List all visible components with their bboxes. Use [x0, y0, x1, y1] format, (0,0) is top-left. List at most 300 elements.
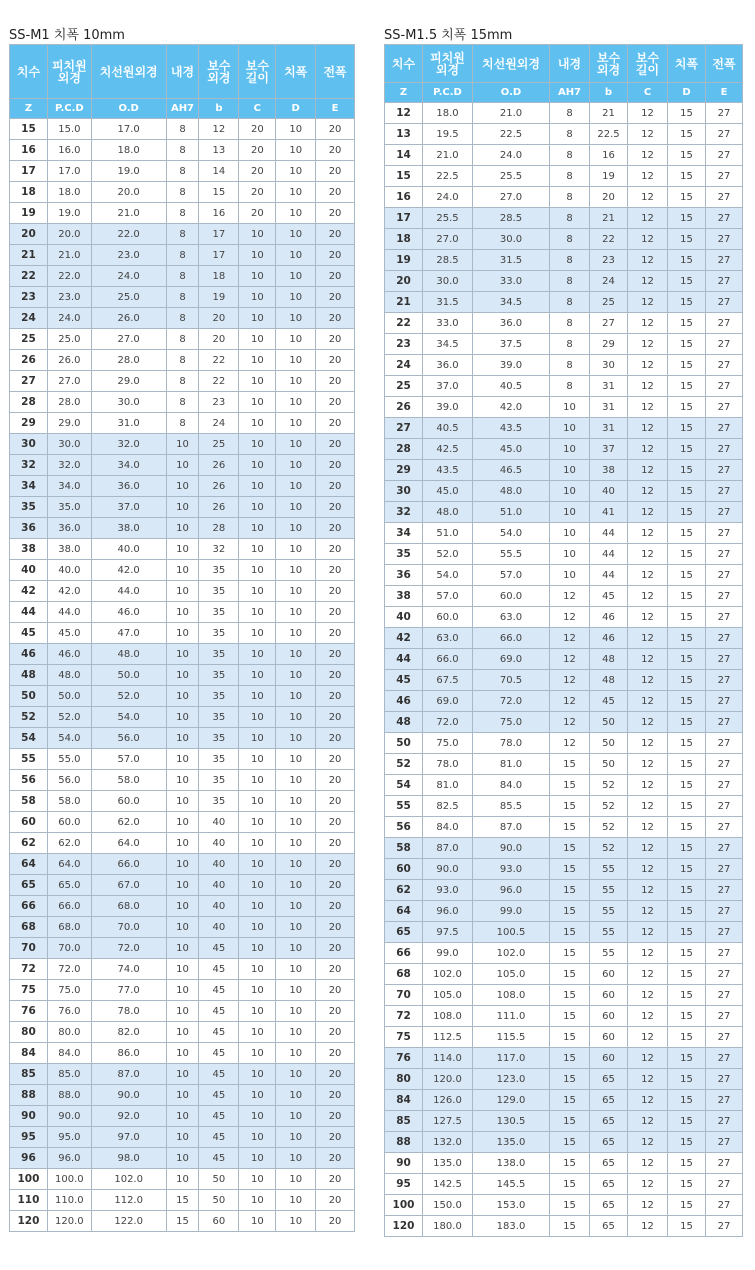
table-cell: 52 [590, 796, 628, 817]
table-cell: 14 [199, 161, 239, 182]
table-cell: 10 [276, 812, 316, 833]
table-cell: 10 [276, 602, 316, 623]
table-cell: 20 [199, 308, 239, 329]
table-cell: 10 [276, 833, 316, 854]
table-cell: 10 [276, 371, 316, 392]
table-cell: 10 [239, 917, 276, 938]
table-cell: 25.5 [423, 208, 473, 229]
spec-table-ss-m1-5 [384, 44, 743, 1237]
table-cell: 20.0 [91, 182, 166, 203]
table-cell: 183.0 [473, 1216, 550, 1237]
table-cell: 37.0 [91, 497, 166, 518]
table-cell: 32.0 [47, 455, 91, 476]
table-cell: 40.5 [473, 376, 550, 397]
table-cell: 10 [239, 392, 276, 413]
table-cell: 10 [166, 707, 199, 728]
table-cell: 10 [276, 770, 316, 791]
table-row [385, 985, 743, 1006]
table-cell: 20 [316, 728, 355, 749]
table-cell: 10 [239, 938, 276, 959]
table-cell: 12 [628, 313, 668, 334]
table-cell: 27 [706, 817, 743, 838]
table-cell: 27 [706, 754, 743, 775]
table-cell: 20 [316, 959, 355, 980]
table-row [385, 1216, 743, 1237]
table-row [10, 245, 355, 266]
table-body [385, 103, 743, 1237]
table-cell: 10 [239, 245, 276, 266]
table-cell: 10 [166, 812, 199, 833]
table-cell: 45.0 [473, 439, 550, 460]
table-cell: 20 [316, 1043, 355, 1064]
teeth-count-cell: 70 [385, 985, 423, 1006]
teeth-count-cell: 85 [10, 1064, 48, 1085]
table-cell: 55 [590, 922, 628, 943]
table-cell: 40 [199, 833, 239, 854]
table-cell: 20 [316, 161, 355, 182]
table-cell: 10 [276, 350, 316, 371]
table-cell: 15 [550, 817, 590, 838]
table-cell: 48.0 [91, 644, 166, 665]
table-cell: 10 [239, 959, 276, 980]
table-cell: 15 [668, 418, 706, 439]
table-cell: 84.0 [47, 1043, 91, 1064]
table-cell: 27 [706, 397, 743, 418]
table-cell: 20 [316, 119, 355, 140]
table-cell: 74.0 [91, 959, 166, 980]
teeth-count-cell: 17 [10, 161, 48, 182]
table-cell: 66.0 [47, 896, 91, 917]
table-cell: 130.5 [473, 1111, 550, 1132]
table-cell: 37.5 [473, 334, 550, 355]
table-cell: 82.5 [423, 796, 473, 817]
subheader-cell: Z [385, 83, 423, 103]
table-cell: 20 [316, 1001, 355, 1022]
table-cell: 10 [276, 875, 316, 896]
table-cell: 10 [276, 1127, 316, 1148]
table-cell: 15 [668, 880, 706, 901]
table-cell: 27 [706, 1216, 743, 1237]
table-cell: 15 [668, 1174, 706, 1195]
teeth-count-cell: 55 [10, 749, 48, 770]
table-cell: 12 [628, 187, 668, 208]
teeth-count-cell: 40 [10, 560, 48, 581]
table-cell: 12 [550, 670, 590, 691]
table-cell: 20.0 [47, 224, 91, 245]
table-cell: 60 [199, 1211, 239, 1232]
subheader-cell: AH7 [550, 83, 590, 103]
table-cell: 10 [276, 1085, 316, 1106]
table-cell: 15 [668, 1069, 706, 1090]
table-cell: 26.0 [91, 308, 166, 329]
teeth-count-cell: 45 [385, 670, 423, 691]
table-cell: 10 [276, 728, 316, 749]
table-cell: 12 [628, 229, 668, 250]
table-cell: 35 [199, 749, 239, 770]
table-cell: 20 [316, 476, 355, 497]
table-cell: 15 [550, 796, 590, 817]
table-cell: 15 [668, 628, 706, 649]
table-cell: 27 [706, 334, 743, 355]
table-cell: 20 [316, 392, 355, 413]
table-cell: 48.0 [473, 481, 550, 502]
table-cell: 34.0 [47, 476, 91, 497]
table-cell: 19.0 [47, 203, 91, 224]
table-cell: 10 [276, 1022, 316, 1043]
teeth-count-cell: 96 [10, 1148, 48, 1169]
table-cell: 20 [316, 518, 355, 539]
table-cell: 10 [166, 917, 199, 938]
table-row [385, 586, 743, 607]
table-cell: 20 [316, 539, 355, 560]
teeth-count-cell: 48 [10, 665, 48, 686]
table-cell: 52.0 [423, 544, 473, 565]
teeth-count-cell: 54 [10, 728, 48, 749]
table-cell: 12 [628, 502, 668, 523]
table-cell: 40.0 [91, 539, 166, 560]
table-cell: 20 [316, 791, 355, 812]
table-cell: 8 [166, 182, 199, 203]
teeth-count-cell: 38 [10, 539, 48, 560]
table-cell: 45 [199, 980, 239, 1001]
table-cell: 15 [668, 901, 706, 922]
table-cell: 20 [316, 833, 355, 854]
table-row [10, 119, 355, 140]
table-cell: 10 [239, 455, 276, 476]
table-cell: 69.0 [473, 649, 550, 670]
table-cell: 120.0 [47, 1211, 91, 1232]
table-cell: 10 [166, 1022, 199, 1043]
teeth-count-cell: 29 [10, 413, 48, 434]
table-cell: 58.0 [91, 770, 166, 791]
table-cell: 65 [590, 1132, 628, 1153]
table-cell: 25.5 [473, 166, 550, 187]
table-cell: 15 [668, 859, 706, 880]
teeth-count-cell: 15 [10, 119, 48, 140]
table-cell: 8 [166, 203, 199, 224]
teeth-count-cell: 76 [385, 1048, 423, 1069]
table-cell: 10 [239, 602, 276, 623]
teeth-count-cell: 60 [385, 859, 423, 880]
table-cell: 12 [628, 712, 668, 733]
teeth-count-cell: 65 [385, 922, 423, 943]
table-cell: 60.0 [91, 791, 166, 812]
teeth-count-cell: 25 [10, 329, 48, 350]
subheader-cell: P.C.D [423, 83, 473, 103]
table-cell: 62.0 [91, 812, 166, 833]
teeth-count-cell: 60 [10, 812, 48, 833]
table-cell: 10 [239, 770, 276, 791]
table-cell: 123.0 [473, 1069, 550, 1090]
table-cell: 20 [239, 161, 276, 182]
teeth-count-cell: 75 [385, 1027, 423, 1048]
table-cell: 17 [199, 224, 239, 245]
table-cell: 23.0 [47, 287, 91, 308]
teeth-count-cell: 42 [10, 581, 48, 602]
table-cell: 10 [276, 203, 316, 224]
table-cell: 68.0 [47, 917, 91, 938]
teeth-count-cell: 24 [385, 355, 423, 376]
table-cell: 8 [550, 229, 590, 250]
table-cell: 112.5 [423, 1027, 473, 1048]
table-cell: 65 [590, 1111, 628, 1132]
table-cell: 10 [276, 497, 316, 518]
table-cell: 10 [166, 791, 199, 812]
teeth-count-cell: 18 [385, 229, 423, 250]
table-cell: 15 [550, 754, 590, 775]
table-cell: 15 [550, 880, 590, 901]
teeth-count-cell: 58 [10, 791, 48, 812]
teeth-count-cell: 55 [385, 796, 423, 817]
table-cell: 35 [199, 728, 239, 749]
table-row [385, 460, 743, 481]
table-cell: 15 [668, 1195, 706, 1216]
teeth-count-cell: 35 [10, 497, 48, 518]
table-cell: 8 [550, 250, 590, 271]
header-cell: 전폭 [706, 45, 743, 83]
table-cell: 10 [550, 397, 590, 418]
table-cell: 10 [276, 1190, 316, 1211]
table-cell: 45 [199, 1001, 239, 1022]
table-cell: 12 [628, 817, 668, 838]
table-cell: 112.0 [91, 1190, 166, 1211]
table-cell: 36.0 [47, 518, 91, 539]
teeth-count-cell: 36 [10, 518, 48, 539]
table-cell: 8 [166, 308, 199, 329]
table-cell: 10 [166, 959, 199, 980]
teeth-count-cell: 32 [10, 455, 48, 476]
teeth-count-cell: 16 [385, 187, 423, 208]
table-cell: 10 [239, 224, 276, 245]
table-cell: 20 [316, 770, 355, 791]
table-cell: 8 [166, 371, 199, 392]
subheader-cell: C [239, 99, 276, 119]
table-cell: 8 [550, 376, 590, 397]
table-cell: 12 [628, 1174, 668, 1195]
table-cell: 27 [706, 775, 743, 796]
table-cell: 57.0 [423, 586, 473, 607]
table-cell: 28.5 [423, 250, 473, 271]
table-cell: 86.0 [91, 1043, 166, 1064]
table-cell: 27 [706, 208, 743, 229]
table-row [385, 796, 743, 817]
table-cell: 12 [628, 649, 668, 670]
table-row [385, 376, 743, 397]
table-cell: 57.0 [91, 749, 166, 770]
table-cell: 15 [668, 397, 706, 418]
teeth-count-cell: 52 [385, 754, 423, 775]
table-cell: 15 [668, 229, 706, 250]
table-cell: 100.0 [47, 1169, 91, 1190]
table-cell: 122.0 [91, 1211, 166, 1232]
table-cell: 10 [276, 665, 316, 686]
teeth-count-cell: 56 [10, 770, 48, 791]
table-cell: 40 [199, 875, 239, 896]
table-cell: 15 [550, 922, 590, 943]
table-cell: 48 [590, 649, 628, 670]
table-cell: 10 [166, 1127, 199, 1148]
table-cell: 10 [239, 476, 276, 497]
teeth-count-cell: 23 [385, 334, 423, 355]
table-cell: 10 [276, 182, 316, 203]
table-cell: 10 [239, 266, 276, 287]
table-cell: 27 [706, 607, 743, 628]
table-cell: 15 [668, 964, 706, 985]
table-row [10, 350, 355, 371]
table-cell: 12 [628, 1111, 668, 1132]
table-cell: 27 [706, 145, 743, 166]
header-cell: 치선원외경 [473, 45, 550, 83]
table-cell: 26 [199, 497, 239, 518]
table-cell: 20 [316, 224, 355, 245]
table-cell: 30.0 [473, 229, 550, 250]
table-cell: 31.0 [91, 413, 166, 434]
table-cell: 8 [550, 208, 590, 229]
table-cell: 12 [550, 649, 590, 670]
table-cell: 15 [550, 859, 590, 880]
table-cell: 45 [199, 938, 239, 959]
table-cell: 24.0 [423, 187, 473, 208]
table-cell: 85.0 [47, 1064, 91, 1085]
table-cell: 15 [166, 1211, 199, 1232]
table-cell: 50 [590, 712, 628, 733]
table-cell: 27 [706, 376, 743, 397]
table-cell: 10 [276, 245, 316, 266]
table-row [10, 1043, 355, 1064]
table-cell: 10 [276, 560, 316, 581]
teeth-count-cell: 18 [10, 182, 48, 203]
table-cell: 20 [316, 203, 355, 224]
table-cell: 8 [166, 161, 199, 182]
table-cell: 27 [706, 439, 743, 460]
table-cell: 38.0 [47, 539, 91, 560]
table-cell: 88.0 [47, 1085, 91, 1106]
table-cell: 70.5 [473, 670, 550, 691]
table-cell: 8 [166, 266, 199, 287]
table-cell: 129.0 [473, 1090, 550, 1111]
table-cell: 27 [706, 1111, 743, 1132]
table-cell: 12 [628, 1027, 668, 1048]
table-cell: 20 [316, 560, 355, 581]
header-cell: 치수 [385, 45, 423, 83]
table-cell: 21.0 [423, 145, 473, 166]
table-cell: 29 [590, 334, 628, 355]
table-cell: 24 [199, 413, 239, 434]
table-cell: 18.0 [423, 103, 473, 124]
table-cell: 45 [199, 1064, 239, 1085]
table-row [10, 707, 355, 728]
table-cell: 36.0 [473, 313, 550, 334]
table-cell: 63.0 [473, 607, 550, 628]
table-cell: 65 [590, 1174, 628, 1195]
table-cell: 10 [166, 518, 199, 539]
table-cell: 20 [199, 329, 239, 350]
table-row [10, 1001, 355, 1022]
table-cell: 63.0 [423, 628, 473, 649]
teeth-count-cell: 80 [10, 1022, 48, 1043]
table-row [385, 1111, 743, 1132]
table-cell: 78.0 [423, 754, 473, 775]
table-cell: 24.0 [473, 145, 550, 166]
table-cell: 20 [316, 581, 355, 602]
table-cell: 27 [706, 1027, 743, 1048]
table-cell: 42.0 [47, 581, 91, 602]
table-cell: 12 [628, 691, 668, 712]
subheader-cell: P.C.D [47, 99, 91, 119]
table-cell: 20 [239, 119, 276, 140]
table-cell: 38 [590, 460, 628, 481]
table-cell: 10 [276, 938, 316, 959]
table-cell: 12 [628, 166, 668, 187]
table-row [385, 943, 743, 964]
table-cell: 44 [590, 565, 628, 586]
table-cell: 22.5 [590, 124, 628, 145]
table-cell: 12 [550, 691, 590, 712]
table-cell: 15 [550, 1111, 590, 1132]
table-cell: 15 [550, 1090, 590, 1111]
teeth-count-cell: 72 [385, 1006, 423, 1027]
table-cell: 60 [590, 1006, 628, 1027]
table-cell: 81.0 [423, 775, 473, 796]
table-cell: 22.5 [473, 124, 550, 145]
table-cell: 102.0 [473, 943, 550, 964]
table-cell: 10 [276, 1001, 316, 1022]
subheader-cell: O.D [91, 99, 166, 119]
table-cell: 95.0 [47, 1127, 91, 1148]
table-cell: 75.0 [423, 733, 473, 754]
table-cell: 55 [590, 880, 628, 901]
table-cell: 15 [668, 544, 706, 565]
table-cell: 27 [706, 586, 743, 607]
table-cell: 10 [239, 1001, 276, 1022]
table-cell: 10 [166, 602, 199, 623]
table-cell: 20 [316, 308, 355, 329]
table-cell: 8 [166, 140, 199, 161]
table-cell: 15 [550, 1027, 590, 1048]
teeth-count-cell: 23 [10, 287, 48, 308]
header-cell: 보수길이 [239, 45, 276, 99]
table-cell: 26 [199, 476, 239, 497]
table-cell: 12 [628, 1048, 668, 1069]
table-cell: 15 [668, 1006, 706, 1027]
table-cell: 15 [668, 523, 706, 544]
table-cell: 15 [166, 1190, 199, 1211]
teeth-count-cell: 44 [385, 649, 423, 670]
teeth-count-cell: 45 [10, 623, 48, 644]
table-cell: 36.0 [91, 476, 166, 497]
table-cell: 35 [199, 644, 239, 665]
table-cell: 10 [166, 770, 199, 791]
teeth-count-cell: 34 [385, 523, 423, 544]
table-row [10, 749, 355, 770]
table-cell: 60 [590, 1027, 628, 1048]
table-cell: 12 [628, 1006, 668, 1027]
table-cell: 10 [276, 413, 316, 434]
table-cell: 57.0 [473, 565, 550, 586]
teeth-count-cell: 14 [385, 145, 423, 166]
table-cell: 8 [550, 124, 590, 145]
table-cell: 12 [550, 712, 590, 733]
teeth-count-cell: 68 [10, 917, 48, 938]
table-cell: 10 [276, 917, 316, 938]
table-cell: 12 [628, 964, 668, 985]
teeth-count-cell: 17 [385, 208, 423, 229]
table-cell: 27 [706, 691, 743, 712]
table-cell: 20 [316, 623, 355, 644]
table-row [385, 733, 743, 754]
table-row [385, 901, 743, 922]
header-cell: 보수외경 [590, 45, 628, 83]
